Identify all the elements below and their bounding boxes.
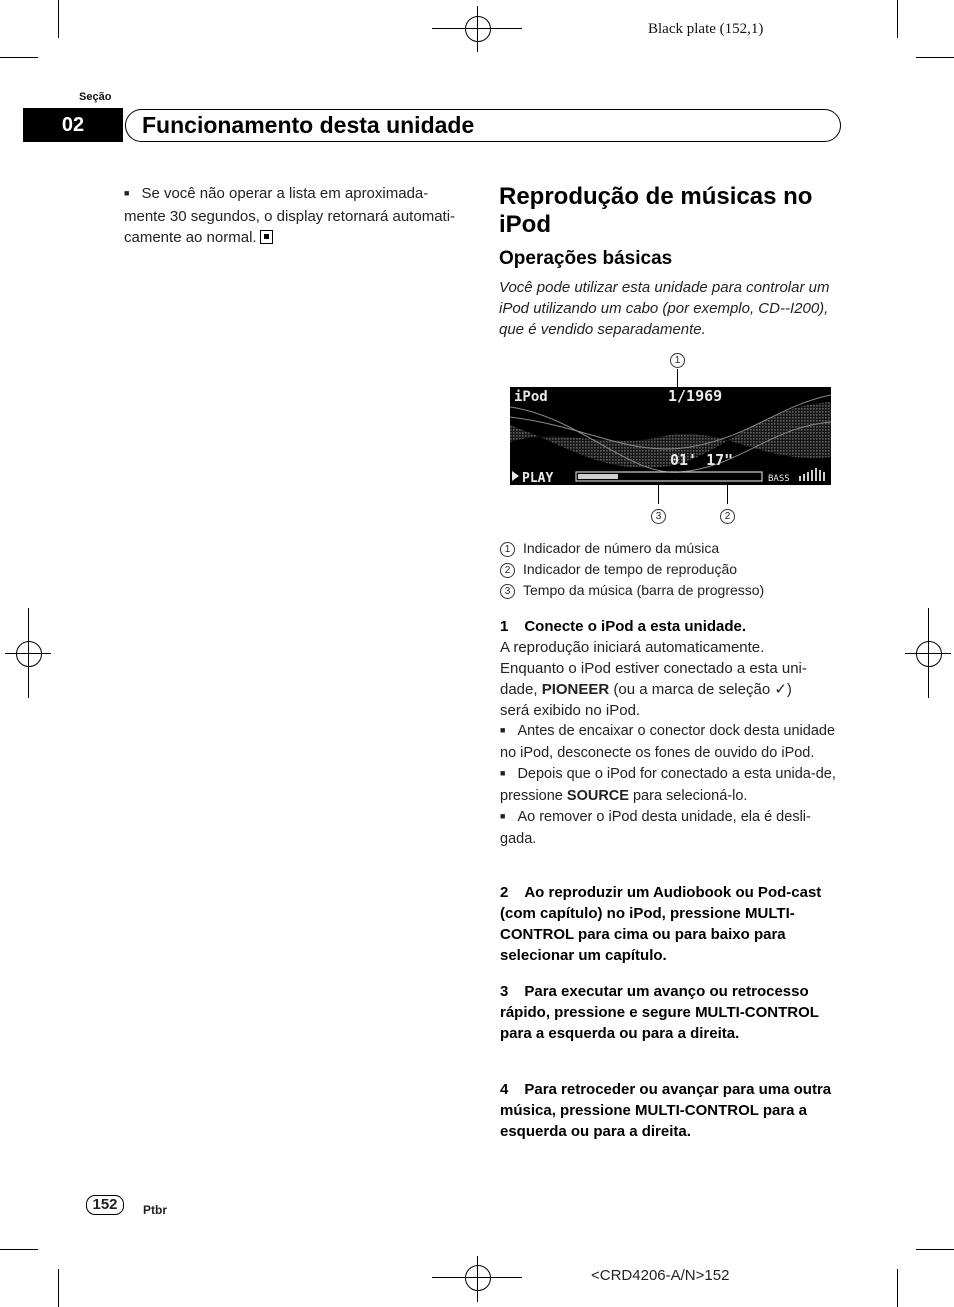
left-note-text: Se você não operar a lista em aproximada- mente 30 segundos, o display retornará automati- camente ao normal. bbox=[124, 185, 456, 246]
brand-name: PIONEER bbox=[541, 681, 610, 698]
sub-heading: Operações básicas bbox=[499, 248, 673, 269]
step-2: 2 Ao reproduzir um Audiobook ou Pod-cast (com capítulo) no iPod, pressione MULTI-CONTROL para cima ou para baixo para selecionar um capítulo. bbox=[500, 884, 822, 964]
crop-mark bbox=[58, 0, 59, 38]
language-code: Ptbr bbox=[143, 1203, 167, 1217]
crop-mark bbox=[0, 1249, 38, 1250]
crop-mark bbox=[0, 57, 38, 58]
source-key: SOURCE bbox=[566, 788, 629, 804]
display-time: 01' 17" bbox=[670, 451, 734, 469]
crop-mark bbox=[916, 1249, 954, 1250]
step-3: 3 Para executar um avanço ou retrocesso rápido, pressione e segure MULTI-CONTROL para a esquerda ou para a direita. bbox=[500, 983, 819, 1042]
display-bass: BASS bbox=[768, 474, 790, 484]
check-icon: ✓ bbox=[774, 681, 787, 698]
ipod-display-figure bbox=[510, 387, 831, 485]
registration-circle bbox=[16, 641, 42, 667]
progress-bar-fill bbox=[578, 474, 618, 479]
section-number: 02 bbox=[23, 108, 123, 142]
intro-text: Você pode utilizar esta unidade para controlar um iPod utilizando um cabo (por exemplo, CD--I200), que é vendido separadamente. bbox=[499, 279, 830, 338]
left-note bbox=[124, 183, 469, 248]
note-item: ■ Ao remover o iPod desta unidade, ela é desli-gada. bbox=[500, 807, 841, 850]
bullet bbox=[124, 185, 141, 202]
figure-callout-2: 2 bbox=[720, 507, 735, 525]
note-item: ■ Depois que o iPod for conectado a esta unida-de, pressione SOURCE para selecioná-lo. bbox=[500, 764, 841, 807]
section-label: Seção bbox=[79, 91, 112, 103]
display-source: iPod bbox=[514, 389, 548, 405]
callout-item: 1 Indicador de número da música bbox=[500, 538, 764, 559]
figure-callout-3: 3 bbox=[651, 507, 666, 525]
callout-legend bbox=[500, 538, 764, 601]
figure-callout-1: 1 bbox=[670, 351, 685, 369]
main-heading: Reprodução de músicas no iPod bbox=[499, 183, 813, 238]
callout-item: 2 Indicador de tempo de reprodução bbox=[500, 559, 764, 580]
page-number: 152 bbox=[86, 1195, 124, 1215]
section-title: Funcionamento desta unidade bbox=[142, 112, 475, 138]
step-1-body: A reprodução iniciará automaticamente. Enquanto o iPod estiver conectado a esta uni- dade, PIONEER (ou a marca de seleção ✓) será exibido no iPod. bbox=[500, 639, 807, 719]
crop-mark bbox=[916, 57, 954, 58]
step-1-title: 1 Conecte o iPod a esta unidade. bbox=[500, 618, 747, 635]
crop-mark bbox=[897, 0, 898, 38]
registration-circle bbox=[465, 1265, 491, 1291]
note-item: ■ Antes de encaixar o conector dock desta unidade no iPod, desconecte os fones de ouvido do iPod. bbox=[500, 721, 841, 764]
plate-label: Black plate (152,1) bbox=[648, 21, 764, 37]
end-mark-icon bbox=[260, 230, 273, 244]
display-mode: PLAY bbox=[522, 471, 554, 485]
step-4: 4 Para retroceder ou avançar para uma outra música, pressione MULTI-CONTROL para a esquerda ou para a direita. bbox=[500, 1081, 832, 1140]
document-code: <CRD4206-A/N>152 bbox=[591, 1267, 730, 1284]
display-track: 1/1969 bbox=[668, 387, 723, 405]
crop-mark bbox=[58, 1269, 59, 1307]
registration-circle bbox=[916, 641, 942, 667]
registration-circle bbox=[465, 16, 491, 42]
crop-mark bbox=[897, 1269, 898, 1307]
step-1-notes bbox=[500, 721, 841, 850]
callout-item: 3 Tempo da música (barra de progresso) bbox=[500, 580, 764, 601]
